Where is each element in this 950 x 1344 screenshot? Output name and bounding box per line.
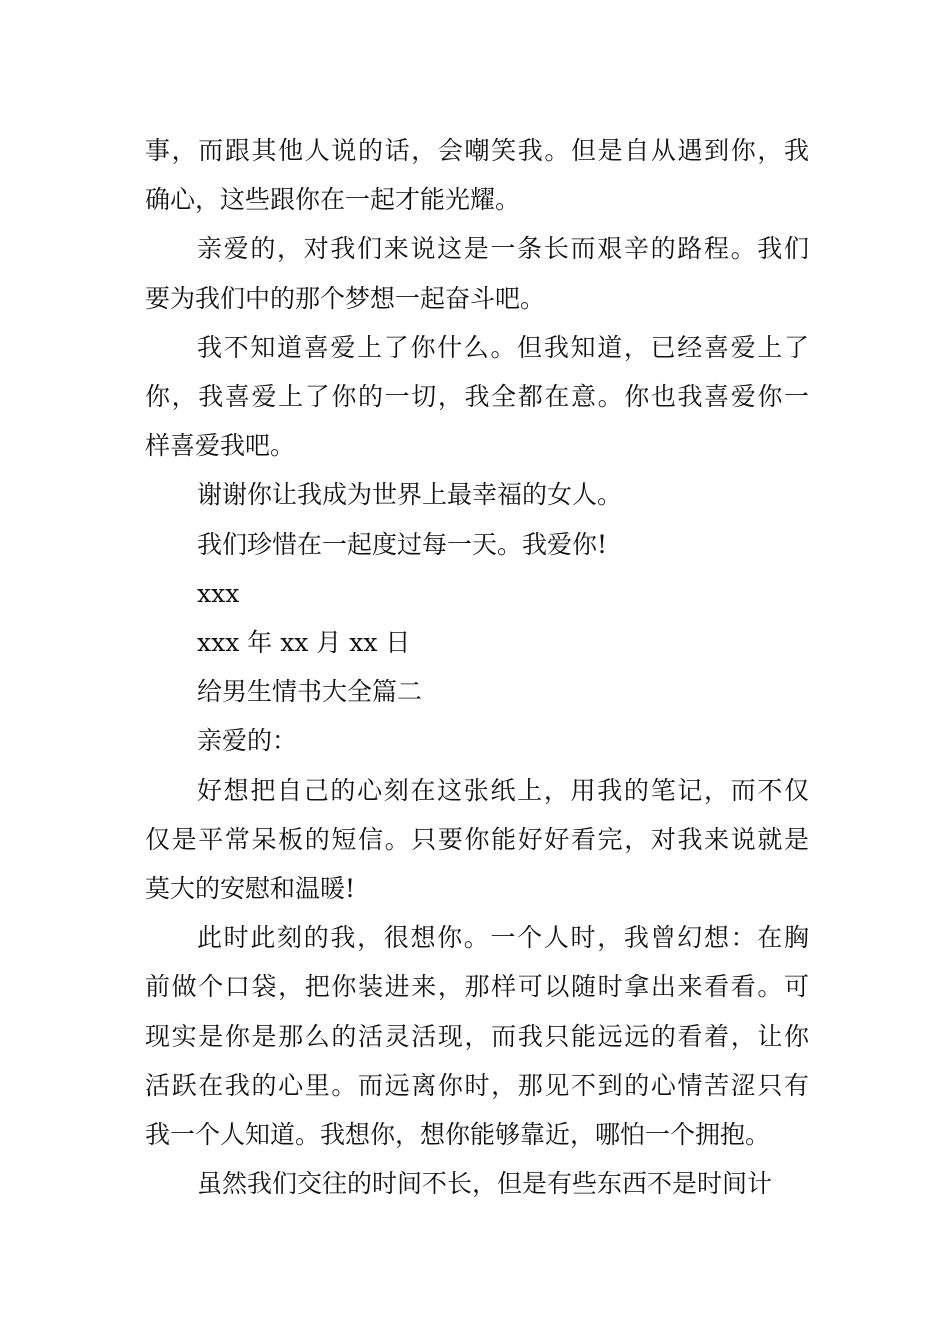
text-line: 我不知道喜爱上了你什么。但我知道，已经喜爱上了	[197, 332, 809, 362]
text-line: 此时此刻的我，很想你。一个人时，我曾幻想：在胸	[197, 923, 809, 953]
paragraph-p5	[145, 520, 809, 569]
paragraph-p10	[145, 766, 809, 914]
text-line: xxx	[197, 578, 240, 608]
paragraph-p6	[145, 569, 809, 618]
paragraph-p11	[145, 913, 809, 1159]
paragraph-p3	[145, 323, 809, 471]
text-line: 虽然我们交往的时间不长，但是有些东西不是时间计	[197, 1169, 773, 1199]
text-line: xxx 年 xx 月 xx 日	[197, 628, 411, 658]
text-line: 谢谢你让我成为世界上最幸福的女人。	[197, 480, 623, 510]
text-line: 亲爱的，对我们来说这是一条长而艰辛的路程。我们	[197, 234, 809, 264]
text-line: 我们珍惜在一起度过每一天。我爱你!	[197, 529, 608, 559]
text-line: 前做个口袋，把你装进来，那样可以随时拿出来看看。可	[145, 972, 809, 1002]
letter-body	[145, 126, 809, 1208]
text-line: 样喜爱我吧。	[145, 431, 296, 461]
text-line: 确心，这些跟你在一起才能光耀。	[145, 185, 521, 215]
text-line: 给男生情书大全篇二	[197, 677, 423, 707]
paragraph-p9	[145, 716, 809, 765]
text-line: 你，我喜爱上了你的一切，我全都在意。你也我喜爱你一	[145, 382, 809, 412]
paragraph-p1	[145, 126, 809, 224]
paragraph-p7	[145, 618, 809, 667]
text-line: 亲爱的：	[197, 726, 298, 756]
text-line: 莫大的安慰和温暖!	[145, 874, 356, 904]
paragraph-p2	[145, 224, 809, 322]
text-line: 好想把自己的心刻在这张纸上，用我的笔记，而不仅	[197, 775, 809, 805]
text-line: 仅是平常呆板的短信。只要你能好好看完，对我来说就是	[145, 824, 809, 854]
paragraph-p8	[145, 667, 809, 716]
paragraph-p12	[145, 1159, 809, 1208]
text-line: 事，而跟其他人说的话，会嘲笑我。但是自从遇到你，我	[145, 136, 809, 165]
text-line: 现实是你是那么的活灵活现，而我只能远远的看着，让你	[145, 1021, 809, 1051]
text-line: 活跃在我的心里。而远离你时，那见不到的心情苦涩只有	[145, 1070, 809, 1100]
text-line: 要为我们中的那个梦想一起奋斗吧。	[145, 283, 546, 313]
paragraph-p4	[145, 470, 809, 519]
text-line: 我一个人知道。我想你，想你能够靠近，哪怕一个拥抱。	[145, 1120, 771, 1150]
